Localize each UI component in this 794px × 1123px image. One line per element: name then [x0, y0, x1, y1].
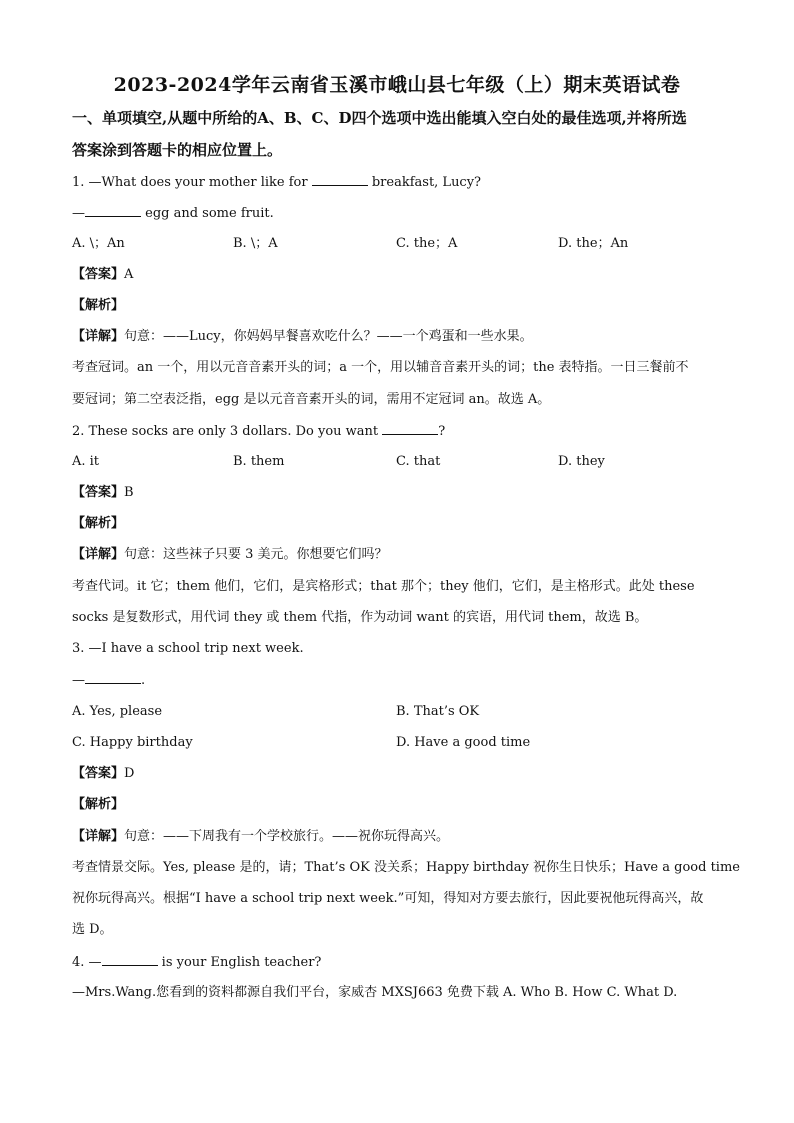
q1-reply-start: —	[72, 206, 85, 221]
q1-blank-2	[85, 203, 141, 217]
q3-explanation-1: 考查情景交际。Yes, please 是的，请；That’s OK 没关系；Happy birthday 祝你生日快乐；Have a good time	[72, 860, 740, 875]
q1-option-c: C. the；A	[396, 236, 458, 251]
q1-blank-1	[312, 172, 368, 186]
q3-analysis-tag: 【解析】	[72, 797, 125, 812]
q4-stem-start: 4. —	[72, 955, 102, 970]
q2-stem	[72, 421, 445, 442]
q3-explanation-2: 祝你玩得高兴。根据“I have a school trip next week.”可知，得知对方要去旅行，因此要祝他玩得高兴，故	[72, 891, 704, 906]
q1-reply-end: egg and some fruit.	[141, 206, 274, 221]
q3-blank	[85, 670, 141, 684]
q4-blank	[102, 952, 158, 966]
q3-detail-text: 句意：——下周我有一个学校旅行。——祝你玩得高兴。	[124, 829, 450, 844]
section-heading-line1: 一、单项填空,从题中所给的A、B、C、D四个选项中选出能填入空白处的最佳选项,并将所选	[72, 109, 687, 127]
q2-explanation-2: socks 是复数形式，用代词 they 或 them 代指，作为动词 want 的宾语，用代词 them，故选 B。	[72, 610, 648, 625]
q2-stem-end: ?	[438, 424, 446, 439]
q1-explanation-1: 考查冠词。an 一个，用以元音音素开头的词；a 一个，用以辅音音素开头的词；the 表特指。一日三餐前不	[72, 360, 689, 375]
q3-option-b: B. That’s OK	[396, 704, 480, 719]
q3-option-a: A. Yes, please	[72, 704, 163, 719]
q1-option-b: B. \；A	[233, 236, 278, 251]
q3-reply	[72, 670, 145, 691]
q2-analysis-tag: 【解析】	[72, 516, 125, 531]
q2-detail	[72, 545, 388, 565]
q3-option-c: C. Happy birthday	[72, 735, 193, 750]
q4-reply-line: —Mrs.Wang.您看到的资料都源自我们平台，家威杏 MXSJ663 免费下载 A. Who B. How C. What D.	[72, 985, 678, 1000]
q3-stem: 3. —I have a school trip next week.	[72, 641, 304, 656]
q1-answer-tag: 【答案】	[72, 267, 125, 282]
q1-reply	[72, 203, 274, 224]
q1-explanation-2: 要冠词；第二空表泛指，egg 是以元音音素开头的词，需用不定冠词 an。故选 A。	[72, 392, 551, 407]
q3-answer-value: D	[124, 766, 135, 781]
q1-option-a: A. \；An	[72, 236, 125, 251]
q1-answer-value: A	[124, 267, 134, 282]
q4-stem	[72, 952, 321, 973]
section-heading-line2: 答案涂到答题卡的相应位置上。	[72, 141, 283, 159]
q1-stem	[72, 172, 481, 193]
q3-explanation-3: 选 D。	[72, 922, 113, 937]
q3-reply-end: .	[141, 673, 146, 688]
q2-stem-start: 2. These socks are only 3 dollars. Do you want	[72, 424, 383, 439]
q2-option-a: A. it	[72, 454, 100, 469]
q3-reply-start: —	[72, 673, 85, 688]
q1-detail-text: 句意：——Lucy，你妈妈早餐喜欢吃什么？——一个鸡蛋和一些水果。	[124, 329, 533, 344]
q2-explanation-1: 考查代词。it 它；them 他们，它们，是宾格形式；that 那个；they 他们，它们，是主格形式。此处 these	[72, 579, 695, 594]
q1-analysis-tag: 【解析】	[72, 298, 125, 313]
q1-detail-tag: 【详解】	[72, 329, 125, 344]
q1-detail	[72, 327, 533, 347]
q1-stem-end: breakfast, Lucy?	[367, 175, 482, 190]
q3-answer	[72, 764, 134, 784]
q2-answer	[72, 483, 134, 503]
q2-answer-value: B	[124, 485, 134, 500]
page-title: 2023-2024学年云南省玉溪市峨山县七年级（上）期末英语试卷	[113, 74, 681, 96]
q2-option-c: C. that	[396, 454, 441, 469]
q3-option-d: D. Have a good time	[396, 735, 531, 750]
q1-stem-start: 1. —What does your mother like for	[72, 175, 312, 190]
q2-blank	[382, 421, 438, 435]
q2-answer-tag: 【答案】	[72, 485, 125, 500]
q1-answer	[72, 265, 133, 285]
q1-option-d: D. the；An	[558, 236, 629, 251]
q2-option-b: B. them	[233, 454, 285, 469]
q2-detail-tag: 【详解】	[72, 547, 125, 562]
q3-detail-tag: 【详解】	[72, 829, 125, 844]
q3-detail	[72, 827, 449, 847]
q2-option-d: D. they	[558, 454, 605, 469]
q2-detail-text: 句意：这些袜子只要 3 美元。你想要它们吗？	[124, 547, 388, 562]
q4-stem-end: is your English teacher?	[157, 955, 322, 970]
q3-answer-tag: 【答案】	[72, 766, 125, 781]
